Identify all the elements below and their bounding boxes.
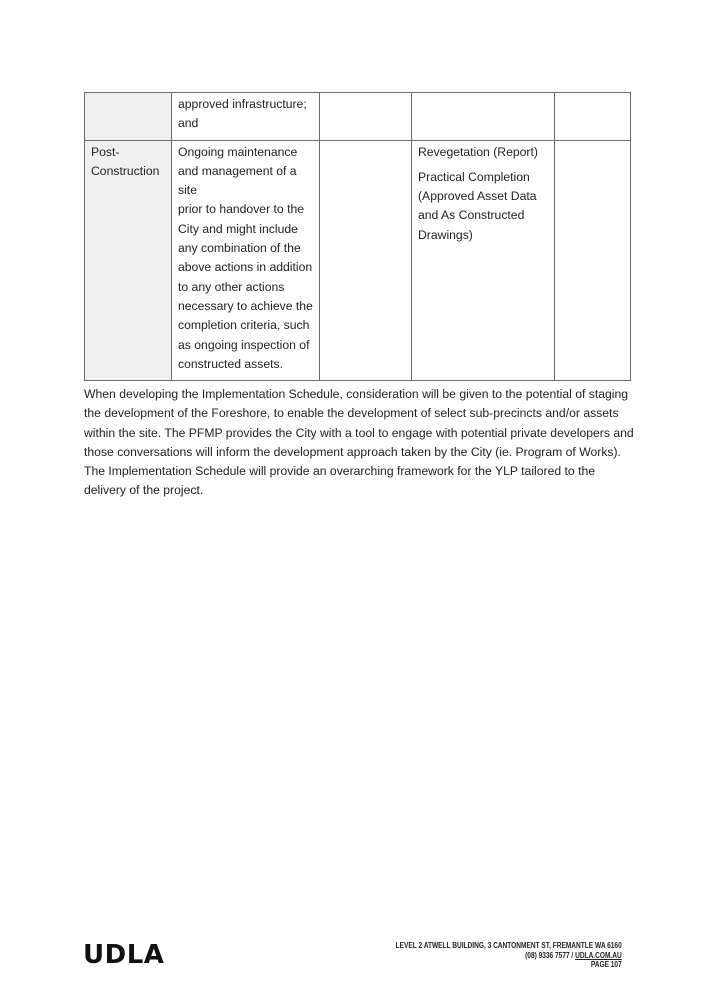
empty-cell: [555, 93, 631, 141]
description-line: prior to handover to the: [178, 202, 305, 217]
deliverable-line: (Approved Asset Data: [418, 189, 537, 204]
stage-label: Construction: [91, 163, 160, 178]
description-line: necessary to achieve the: [178, 298, 313, 313]
description-line: completion criteria, such: [178, 318, 310, 333]
paragraph-line: within the site. The PFMP provides the City with a tool to engage with potential private developers and: [84, 425, 634, 440]
description-line: constructed assets.: [178, 356, 283, 371]
description-line: and: [178, 116, 199, 131]
description-line: City and might include: [178, 221, 298, 236]
stage-label: Post-: [91, 144, 120, 159]
implementation-table: [84, 92, 631, 381]
deliverables-cell: [412, 93, 555, 141]
empty-cell: [555, 140, 631, 381]
deliverable-line: Practical Completion: [418, 169, 530, 184]
description-line: and management of a site: [178, 163, 297, 198]
page-number: PAGE 107: [591, 960, 622, 969]
footer-address-block: [396, 941, 622, 970]
description-cell: [172, 140, 320, 381]
description-line: Ongoing maintenance: [178, 144, 298, 159]
empty-cell: [320, 93, 412, 141]
description-line: approved infrastructure;: [178, 97, 307, 111]
table-row: [85, 93, 631, 141]
description-line: any combination of the: [178, 241, 301, 256]
paragraph-line: the development of the Foreshore, to enable the development of select sub-precincts and/or assets: [84, 406, 619, 421]
deliverable-item: [418, 168, 548, 245]
deliverables-cell: [412, 140, 555, 381]
footer-contact: [396, 951, 622, 961]
udla-logo: UDLA: [83, 940, 165, 970]
deliverable-line: Drawings): [418, 227, 473, 242]
paragraph-line: delivery of the project.: [84, 483, 204, 498]
description-line: to any other actions: [178, 279, 285, 294]
paragraph-line: The Implementation Schedule will provide an overarching framework for the YLP tailored to the: [84, 464, 596, 479]
description-cell: [172, 93, 320, 141]
footer-address: LEVEL 2 ATWELL BUILDING, 3 CANTONMENT ST, FREMANTLE WA 6160: [395, 941, 622, 950]
body-paragraph: [84, 385, 634, 501]
paragraph-line: When developing the Implementation Schedule, consideration will be given to the potential of staging: [84, 387, 629, 401]
description-line: as ongoing inspection of: [178, 337, 310, 352]
footer-website-link[interactable]: UDLA.COM.AU: [575, 950, 622, 960]
description-line: above actions in addition: [178, 260, 313, 275]
paragraph-line: those conversations will inform the development approach taken by the City (ie. Program of Works).: [84, 444, 621, 459]
stage-cell: [85, 93, 172, 141]
deliverable-item: Revegetation (Report): [418, 144, 538, 159]
empty-cell: [320, 140, 412, 381]
stage-cell: [85, 140, 172, 381]
deliverable-line: and As Constructed: [418, 208, 525, 223]
footer-separator: /: [569, 950, 576, 960]
table-row: [85, 140, 631, 381]
footer-phone: (08) 9336 7577: [525, 950, 570, 960]
